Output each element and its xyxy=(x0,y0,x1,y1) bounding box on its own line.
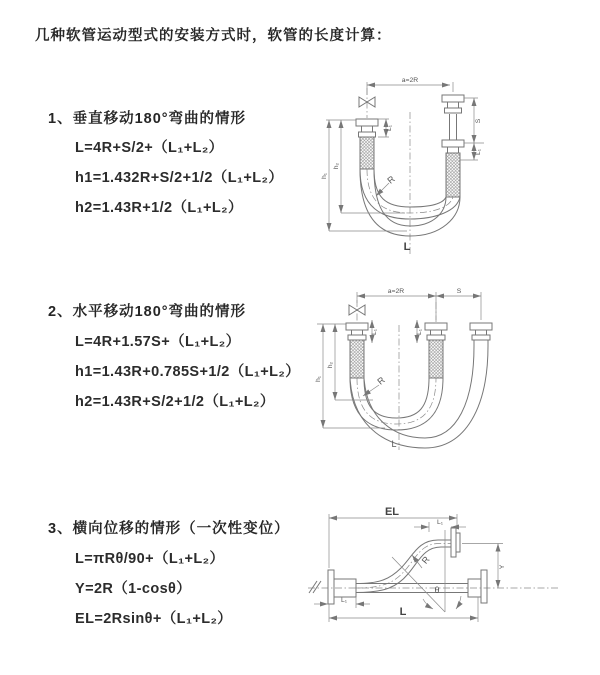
right-top-flange-neck xyxy=(448,102,459,108)
section-2-formula-h2: h2=1.43R+S/2+1/2（L₁+L₂） xyxy=(75,394,275,410)
dim-s-label: S xyxy=(456,288,462,295)
angle-arc-right xyxy=(456,596,461,609)
left-braided-hose xyxy=(350,340,364,378)
right-flange-collar xyxy=(472,335,490,340)
left-flange xyxy=(346,323,368,330)
upper-flange-collar xyxy=(456,533,460,552)
radius-leader-line xyxy=(412,555,422,568)
right-top-flange xyxy=(442,95,464,102)
length-label: L xyxy=(399,606,407,618)
right-braided-hose xyxy=(446,153,460,197)
diagram-lateral-displacement xyxy=(300,500,600,660)
middle-flange xyxy=(425,323,447,330)
dim-l1-top-label: L₁ xyxy=(436,519,444,526)
dim-y-label: Y xyxy=(499,564,506,570)
right-flange-plate xyxy=(481,570,487,603)
section-1-formula-h2: h2=1.43R+1/2（L₁+L₂） xyxy=(75,200,243,216)
section-1-formula-l: L=4R+S/2+（L₁+L₂） xyxy=(75,140,224,156)
dim-el-label: EL xyxy=(384,506,400,518)
dim-l1-left-label: L₁ xyxy=(371,328,378,336)
radius-leader-line xyxy=(376,183,389,196)
dim-s-label: S xyxy=(475,118,482,124)
dim-l1-left-label: L₁ xyxy=(386,124,393,132)
left-braided-hose xyxy=(360,137,374,169)
upper-flange-plate xyxy=(451,528,456,557)
section-1-heading: 1、垂直移动180°弯曲的情形 xyxy=(48,111,247,127)
left-flange-neck xyxy=(352,330,363,335)
left-flange-plate xyxy=(328,570,334,604)
radius-label: R xyxy=(375,374,387,387)
left-flange-neck xyxy=(362,126,373,132)
right-lower-flange-neck xyxy=(448,147,459,153)
page-title: 几种软管运动型式的安装方式时，软管的长度计算： xyxy=(35,28,392,44)
section-2-formula-h1: h1=1.43R+0.785S+1/2（L₁+L₂） xyxy=(75,364,301,380)
middle-flange-neck xyxy=(431,330,442,335)
dim-l1-mid-label: L₁ xyxy=(416,328,423,336)
left-flange-collar xyxy=(348,335,366,340)
section-3-formula-y: Y=2R（1-cosθ） xyxy=(75,581,192,597)
right-pipe xyxy=(450,114,457,140)
middle-flange-collar xyxy=(427,335,445,340)
middle-braided-hose xyxy=(429,340,443,378)
left-flange xyxy=(356,119,378,126)
angle-arc-left xyxy=(423,599,433,609)
section-3-formula-el: EL=2Rsinθ+（L₁+L₂） xyxy=(75,611,233,627)
radius-label: R xyxy=(419,554,432,566)
dim-h2-label: h₂ xyxy=(327,361,334,369)
diagram-horizontal-bend xyxy=(305,280,595,460)
dim-l1-bottom-label: L₁ xyxy=(340,597,348,604)
dim-l1-right-label: L₁ xyxy=(475,148,482,156)
break-mark xyxy=(309,581,321,593)
dim-a-label: a=2R xyxy=(401,77,419,84)
length-label: L xyxy=(391,439,397,449)
dim-h1-label: h₁ xyxy=(315,375,322,383)
hose-arc-moved xyxy=(364,340,474,438)
dim-h1-label: h₁ xyxy=(321,172,328,180)
right-flange-neck xyxy=(476,330,487,335)
right-flange xyxy=(470,323,492,330)
dim-a-label: a=2R xyxy=(387,288,405,295)
section-1-formula-h1: h1=1.432R+S/2+1/2（L₁+L₂） xyxy=(75,170,284,186)
section-3-formula-l: L=πRθ/90+（L₁+L₂） xyxy=(75,551,225,567)
hose-arc-moved xyxy=(350,340,488,448)
hose-upper-wall xyxy=(356,540,451,584)
length-label: L xyxy=(403,241,411,253)
diagram-vertical-bend xyxy=(310,70,590,260)
dim-h2-label: h₂ xyxy=(333,162,340,170)
angle-label: θ xyxy=(434,585,440,595)
section-3-heading: 3、横向位移的情形（一次性变位） xyxy=(48,521,290,537)
right-lower-flange xyxy=(442,140,464,147)
radius-label: R xyxy=(385,173,397,186)
hose-arc xyxy=(374,169,446,207)
section-2-heading: 2、水平移动180°弯曲的情形 xyxy=(48,304,247,320)
section-2-formula-l: L=4R+1.57S+（L₁+L₂） xyxy=(75,334,241,350)
left-flange-collar xyxy=(359,132,376,137)
right-top-flange-collar xyxy=(445,108,462,113)
